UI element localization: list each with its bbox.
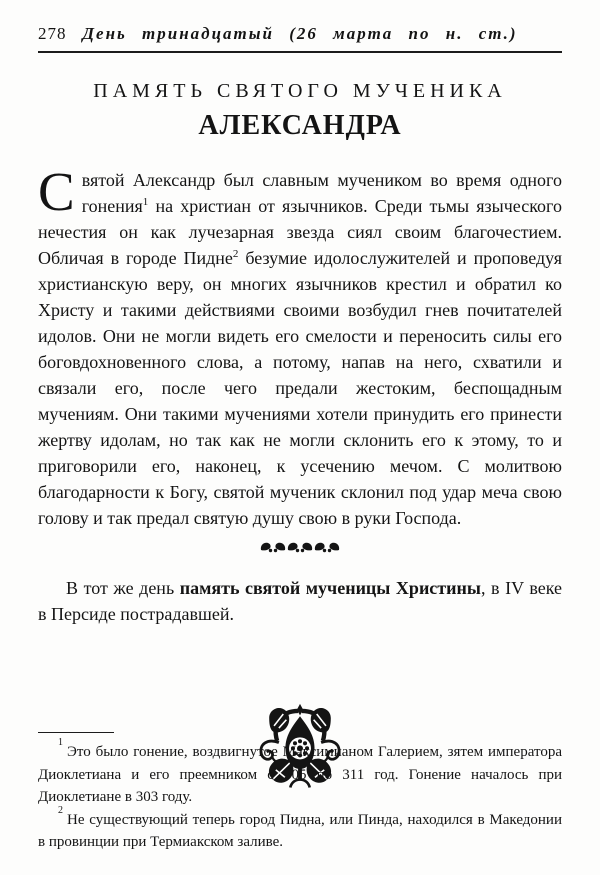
paragraph-text: вятой Александр был славным мучеником во время одного гонения [81, 170, 562, 216]
footnote-1-text: Это было гонение, воздвигнутое Максимианом Галерием, зятем императора Диоклетиана и его преемником с 305 по 311 год. Гонение началось при Диоклетиане в 303 году. [38, 744, 562, 805]
section-kicker: ПАМЯТЬ СВЯТОГО МУЧЕНИКА [93, 80, 507, 102]
paragraph-text: безумие идолослужителей и проповедуя христианскую веру, он многих язычников крестил и обратил ко Христу и такими действиями своими возбудил гнев почитателей идолов. Они не могли видеть его смелости и переносить силы его боговдохновенного слова, а потому, напав на него, схватили и связали его, после чего предали жестоким, беспощадным мучениям. Они такими мучениями хотели принудить его принести жертву идолам, но так как не могли склонить его к этому, то и приговорили его, наконец, к усечению мечом. С молитвою благодарности к Богу, святой мученик склонил под удар меча свою голову и так предал святую душу свою в руки Господа. [38, 248, 562, 528]
section-divider [38, 540, 562, 558]
paragraph-text: на христиан от язычников. Среди тьмы языческого нечестия он как лучезарная звезда сиял своим благочестием. Обличая в городе Пидне [38, 196, 562, 268]
paragraph-text: , в IV веке в Персиде пострадавшей. [38, 578, 562, 624]
footnote-2-marker: 2 [58, 804, 63, 816]
article-title: АЛЕКСАНДРА [198, 110, 402, 141]
footnote-2 [38, 804, 562, 854]
footnote-2-text: Не существующий теперь город Пидна, или Пинда, находился в Македонии в провинции при Термиакском заливе. [38, 811, 562, 850]
running-header [38, 24, 562, 53]
running-title: День тринадцатый (26 марта по н. ст.) [82, 24, 518, 43]
footnote-1 [38, 737, 562, 809]
bold-phrase: память святой мученицы Христины [179, 578, 481, 598]
drop-cap: С [38, 161, 75, 222]
body-paragraph-1 [38, 161, 562, 531]
footnote-separator [38, 732, 114, 733]
footnotes-block [38, 732, 562, 854]
page-number: 278 [38, 24, 67, 43]
body-paragraph-2 [38, 575, 562, 627]
paragraph-text: В тот же день [66, 578, 180, 598]
footnote-ref-2: 2 [232, 248, 239, 260]
footnote-ref-1: 1 [142, 196, 149, 208]
footnote-1-marker: 1 [58, 737, 63, 748]
fleuron-row-icon [260, 540, 340, 554]
